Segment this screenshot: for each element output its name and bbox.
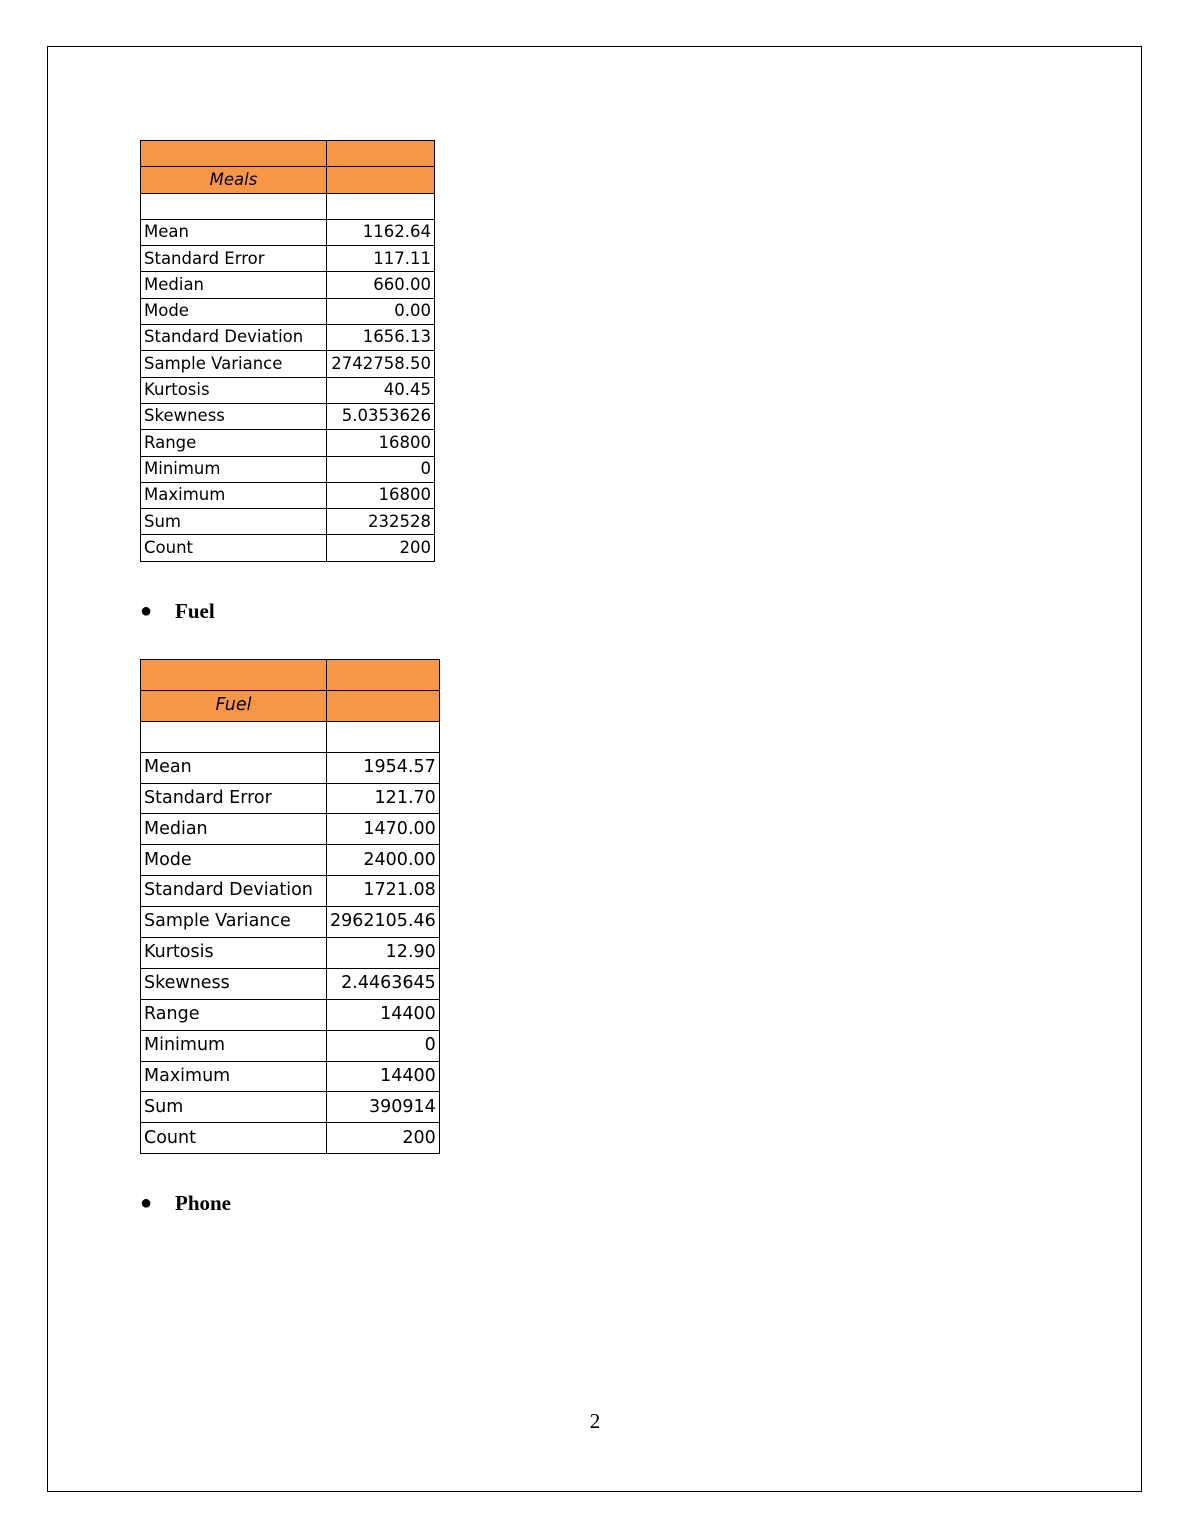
table-row <box>141 752 440 783</box>
fuel-stats-table <box>140 659 440 1154</box>
blank-cell <box>327 721 440 752</box>
blank-cell <box>327 193 435 219</box>
stat-value: 390914 <box>327 1092 440 1123</box>
table-row <box>141 298 435 324</box>
stat-label: Mean <box>141 219 327 245</box>
stat-value: 40.45 <box>327 377 435 403</box>
stat-label: Mode <box>141 845 327 876</box>
stat-label: Skewness <box>141 403 327 429</box>
stat-value: 232528 <box>327 509 435 535</box>
table-row <box>141 1030 440 1061</box>
stat-label: Standard Error <box>141 783 327 814</box>
fuel-bullet-heading <box>140 599 215 624</box>
stat-value: 117.11 <box>327 246 435 272</box>
header-cell <box>141 660 327 691</box>
meals-table-title: Meals <box>141 167 327 193</box>
header-cell <box>327 141 435 167</box>
stat-value: 2.4463645 <box>327 968 440 999</box>
table-row <box>141 430 435 456</box>
stat-label: Maximum <box>141 1061 327 1092</box>
stat-value: 200 <box>327 535 435 561</box>
table-header-row <box>141 141 435 167</box>
stat-label: Sum <box>141 509 327 535</box>
stat-value: 1721.08 <box>327 876 440 907</box>
stat-label: Count <box>141 535 327 561</box>
table-row <box>141 377 435 403</box>
stat-value: 2962105.46 <box>327 907 440 938</box>
stat-label: Standard Error <box>141 246 327 272</box>
stat-value: 14400 <box>327 1061 440 1092</box>
stat-label: Mode <box>141 298 327 324</box>
meals-stats-table <box>140 140 435 562</box>
stat-value: 1656.13 <box>327 325 435 351</box>
table-row <box>141 351 435 377</box>
table-row <box>141 325 435 351</box>
table-header-row <box>141 660 440 691</box>
bullet-dot-icon: ● <box>140 600 153 622</box>
table-row <box>141 1061 440 1092</box>
stat-label: Count <box>141 1123 327 1154</box>
stat-value: 16800 <box>327 430 435 456</box>
meals-table-body <box>141 141 435 562</box>
stat-label: Maximum <box>141 482 327 508</box>
fuel-heading-text: Fuel <box>175 599 215 623</box>
stat-label: Median <box>141 272 327 298</box>
table-row <box>141 783 440 814</box>
table-row <box>141 509 435 535</box>
stat-label: Sample Variance <box>141 351 327 377</box>
table-title-row <box>141 167 435 193</box>
stat-value: 121.70 <box>327 783 440 814</box>
table-row <box>141 999 440 1030</box>
header-cell <box>327 660 440 691</box>
stat-value: 0 <box>327 1030 440 1061</box>
blank-cell <box>141 721 327 752</box>
stat-label: Standard Deviation <box>141 876 327 907</box>
stat-label: Skewness <box>141 968 327 999</box>
table-row <box>141 907 440 938</box>
stat-value: 1162.64 <box>327 219 435 245</box>
table-row <box>141 219 435 245</box>
table-row <box>141 246 435 272</box>
stat-label: Minimum <box>141 456 327 482</box>
stat-label: Kurtosis <box>141 377 327 403</box>
stat-value: 2742758.50 <box>327 351 435 377</box>
table-row <box>141 938 440 969</box>
stat-value: 1470.00 <box>327 814 440 845</box>
table-row <box>141 272 435 298</box>
stat-value: 660.00 <box>327 272 435 298</box>
bullet-dot-icon: ● <box>140 1192 153 1214</box>
stat-value: 12.90 <box>327 938 440 969</box>
table-title-row <box>141 690 440 721</box>
stat-label: Sum <box>141 1092 327 1123</box>
table-row <box>141 876 440 907</box>
stat-label: Median <box>141 814 327 845</box>
table-row <box>141 456 435 482</box>
fuel-table-title: Fuel <box>141 690 327 721</box>
blank-row <box>141 721 440 752</box>
stat-label: Sample Variance <box>141 907 327 938</box>
stat-label: Standard Deviation <box>141 325 327 351</box>
phone-heading-text: Phone <box>175 1191 232 1215</box>
stat-value: 0.00 <box>327 298 435 324</box>
page-number: 2 <box>589 1409 601 1433</box>
stat-label: Range <box>141 999 327 1030</box>
stat-value: 1954.57 <box>327 752 440 783</box>
stat-label: Minimum <box>141 1030 327 1061</box>
stat-value: 5.0353626 <box>327 403 435 429</box>
table-row <box>141 968 440 999</box>
stat-label: Mean <box>141 752 327 783</box>
table-row <box>141 814 440 845</box>
table-row <box>141 403 435 429</box>
phone-bullet-heading <box>140 1191 231 1216</box>
table-row <box>141 535 435 561</box>
stat-value: 0 <box>327 456 435 482</box>
stat-value: 14400 <box>327 999 440 1030</box>
stat-label: Range <box>141 430 327 456</box>
header-cell <box>141 141 327 167</box>
stat-label: Kurtosis <box>141 938 327 969</box>
table-row <box>141 845 440 876</box>
fuel-table-body <box>141 660 440 1154</box>
header-cell <box>327 690 440 721</box>
table-row <box>141 1123 440 1154</box>
blank-cell <box>141 193 327 219</box>
blank-row <box>141 193 435 219</box>
table-row <box>141 1092 440 1123</box>
stat-value: 200 <box>327 1123 440 1154</box>
stat-value: 16800 <box>327 482 435 508</box>
stat-value: 2400.00 <box>327 845 440 876</box>
table-row <box>141 482 435 508</box>
header-cell <box>327 167 435 193</box>
